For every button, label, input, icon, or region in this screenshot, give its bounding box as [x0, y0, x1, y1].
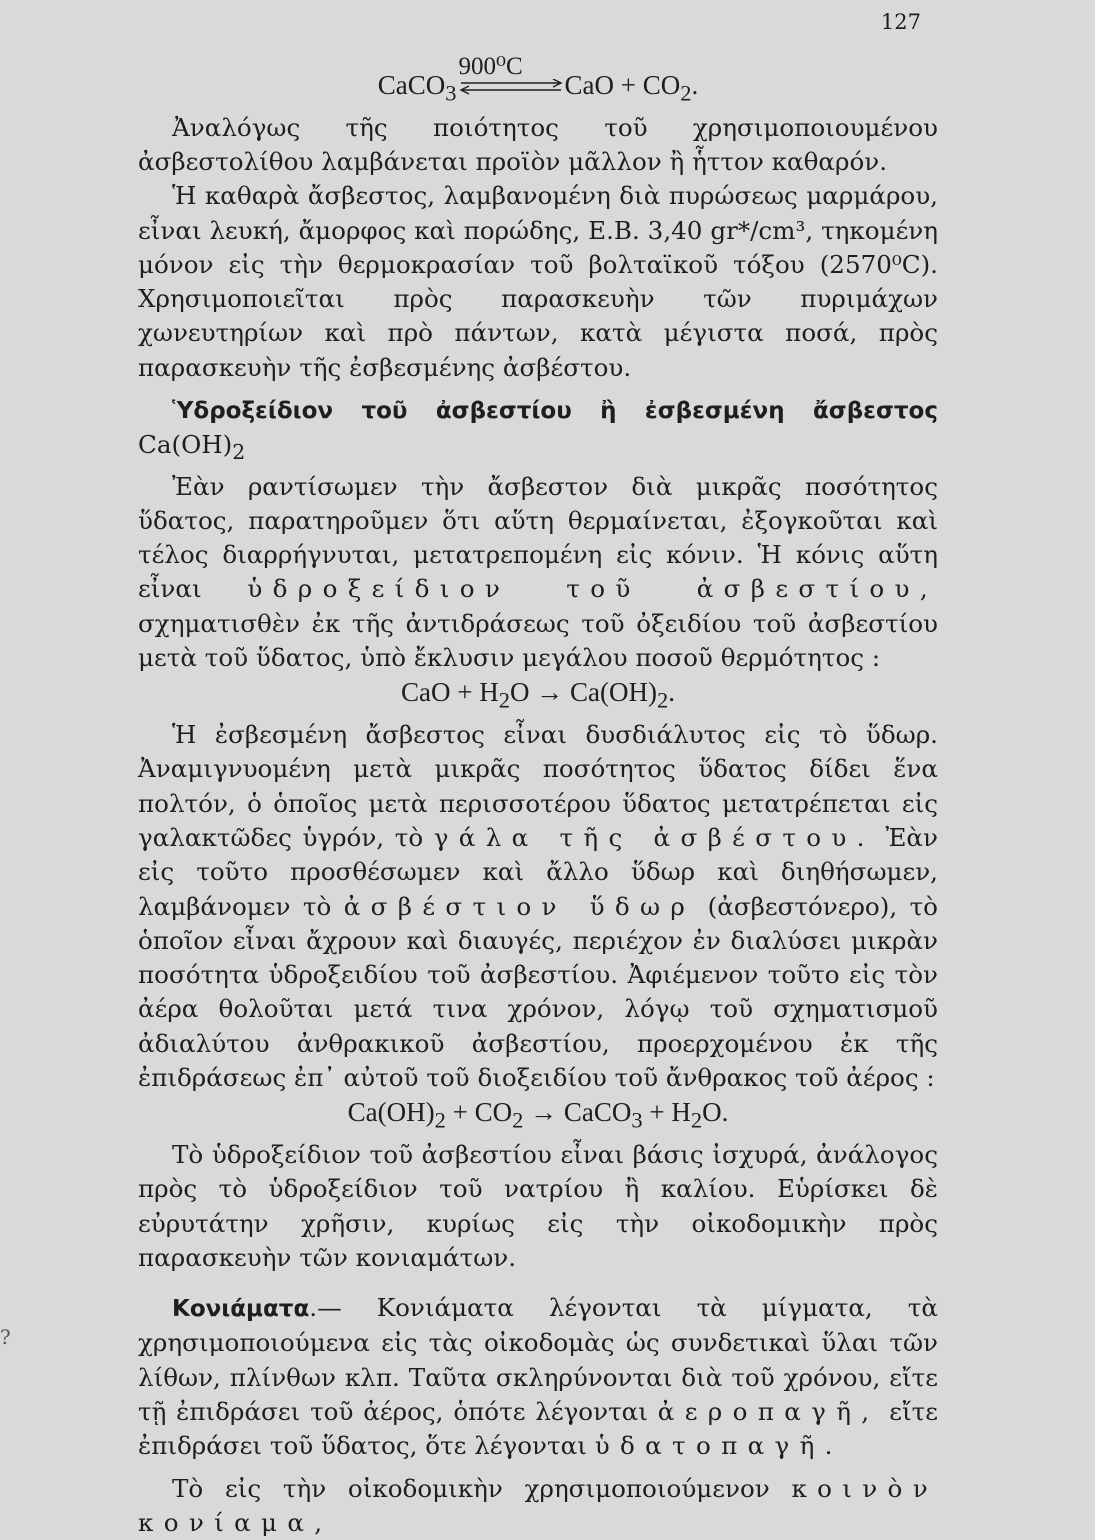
heading-mortars: Κονιάματα: [172, 1296, 310, 1323]
margin-mark: ?: [0, 1325, 11, 1349]
paragraph-slaking: Ἐὰν ραντίσωμεν τὴν ἄσβεστον διὰ μικρᾶς ποσότητος ὕδατος, παρατηροῦμεν ὅτι αὕτη θερμαίνεται, ἐξογκοῦται καὶ τέλος διαρρήγνυται, μετατρεπομένη εἰς κόνιν. Ἡ κόνις αὕτη εἶναι ὑδροξείδιον τοῦ ἀσβεστίου, σχηματισθὲν ἐκ τῆς ἀντιδράσεως τοῦ ὀξειδίου τοῦ ἀσβεστίου μετὰ τοῦ ὕδατος, ὑπὸ ἔκλυσιν μεγάλου ποσοῦ θερμότητος :: [138, 471, 938, 673]
equation-calcination: CaCO$_3$ 900⁰C CaO + $CO_2$.: [377, 52, 699, 106]
paragraph-quality: Ἀναλόγως τῆς ποιότητος τοῦ χρησιμοποιουμένου ἀσβεστολίθου λαμβάνεται προϊὸν μᾶλλον ἢ ἧττον καθαρόν.: [138, 112, 938, 176]
paragraph-strong-base: Τὸ ὑδροξείδιον τοῦ ἀσβεστίου εἶναι βάσις ἰσχυρά, ἀνάλογος πρὸς τὸ ὑδροξείδιον τοῦ νατρίου ἢ καλίου. Εὑρίσκει δὲ εὐρυτάτην χρῆσιν, κυρίως εἰς τὴν οἰκοδομικὴν πρὸς παρασκευὴν τῶν κονιαμάτων.: [138, 1139, 938, 1272]
reversible-arrow: [457, 52, 565, 103]
emphasis-common-mortar: κοινὸν κονίαμα,: [138, 1473, 938, 1537]
page-body: [138, 52, 938, 1540]
equation-carbonation: $Ca(OH)_2 + CO_2$ → CaCO$_3$ + $H_2O$.: [347, 1097, 729, 1133]
paragraph-lime-water: Ἡ ἐσβεσμένη ἄσβεστος εἶναι δυσδιάλυτος εἰς τὸ ὕδωρ. Ἀναμιγνυομένη μετὰ μικρᾶς ποσότητος ὕδατος δίδει ἕνα πολτόν, ὁ ὁποῖος μετὰ περισσοτέρου ὕδατος μετατρέπεται εἰς γαλακτῶδες ὑγρόν, τὸ γάλα τῆς ἀσβέστου. Ἐὰν εἰς τοῦτο προσθέσωμεν καὶ ἄλλο ὕδωρ καὶ διηθήσωμεν, λαμβάνομεν τὸ ἀσβέστιον ὕδωρ (ἀσβεστόνερο), τὸ ὁποῖον εἶναι ἄχρουν καὶ διαυγές, περιέχον ἐν διαλύσει μικρὰν ποσότητα ὑδροξειδίου τοῦ ἀσβεστίου. Ἀφιέμενον τοῦτο εἰς τὸν ἀέρα θολοῦται μετά τινα χρόνον, λόγῳ τοῦ σχηματισμοῦ ἀδιαλύτου ἀνθρακικοῦ ἀσβεστίου, προερχομένου ἐκ τῆς ἐπιδράσεως ἐπ᾽ αὐτοῦ τοῦ διοξειδίου τοῦ ἄνθρακος τοῦ ἀέρος :: [138, 720, 938, 1092]
emphasis-milk-of-lime: γάλα τῆς ἀσβέστου.: [433, 822, 875, 852]
reaction-condition: 900⁰C: [458, 52, 523, 80]
page-number: 127: [880, 10, 921, 34]
section-heading-slaked-lime: [138, 393, 938, 470]
paragraph-mortars: Κονιάματα.— Κονιάματα λέγονται τὰ μίγματα, τὰ χρησιμοποιούμενα εἰς τὰς οἰκοδομὰς ὡς συνδετικαὶ ὕλαι τῶν λίθων, πλίνθων κλπ. Ταῦτα σκληρύνονται διὰ τοῦ χρόνου, εἴτε τῇ ἐπιδράσει τοῦ ἀέρος, ὁπότε λέγονται ἀεροπαγῆ, εἴτε ἐπιδράσει τοῦ ὕδατος, ὅτε λέγονται ὑδατοπαγῆ.: [138, 1293, 938, 1461]
emphasis-hydraulic: ὑδατοπαγῆ.: [594, 1431, 843, 1461]
emphasis-calcium-hydroxide: ὑδροξείδιον τοῦ ἀσβεστίου,: [247, 574, 938, 604]
paragraph-pure-lime: Ἡ καθαρὰ ἄσβεστος, λαμβανομένη διὰ πυρώσεως μαρμάρου, εἶναι λευκή, ἄμορφος καὶ πορώδης, Ε.Β. 3,40 gr*/cm³, τηκομένη μόνον εἰς τὴν θερμοκρασίαν τοῦ βολταϊκοῦ τόξου (2570⁰C). Χρησιμοποιεῖται πρὸς παρασκευὴν τῶν πυριμάχων χωνευτηρίων καὶ πρὸ πάντων, κατὰ μέγιστα ποσά, πρὸς παρασκευὴν τῆς ἐσβεσμένης ἀσβέστου.: [138, 181, 938, 382]
emphasis-lime-water: ἀσβέστιον ὕδωρ: [343, 891, 696, 921]
equilibrium-arrow-icon: [457, 79, 565, 95]
equation-slaking: CaO + $H_2O \to Ca(OH)_2$.: [401, 677, 675, 713]
paragraph-common-mortar: Τὸ εἰς τὴν οἰκοδομικὴν χρησιμοποιούμενον κοινὸν κονίαμα,: [138, 1473, 938, 1537]
heading-formula: $Ca(OH)_2$: [138, 430, 246, 465]
emphasis-air-setting: ἀεροπαγῆ,: [657, 1397, 880, 1427]
heading-bold-text: Ὑδροξείδιον τοῦ ἀσβεστίου ἢ ἐσβεσμένη ἄσβεστος: [172, 398, 938, 425]
